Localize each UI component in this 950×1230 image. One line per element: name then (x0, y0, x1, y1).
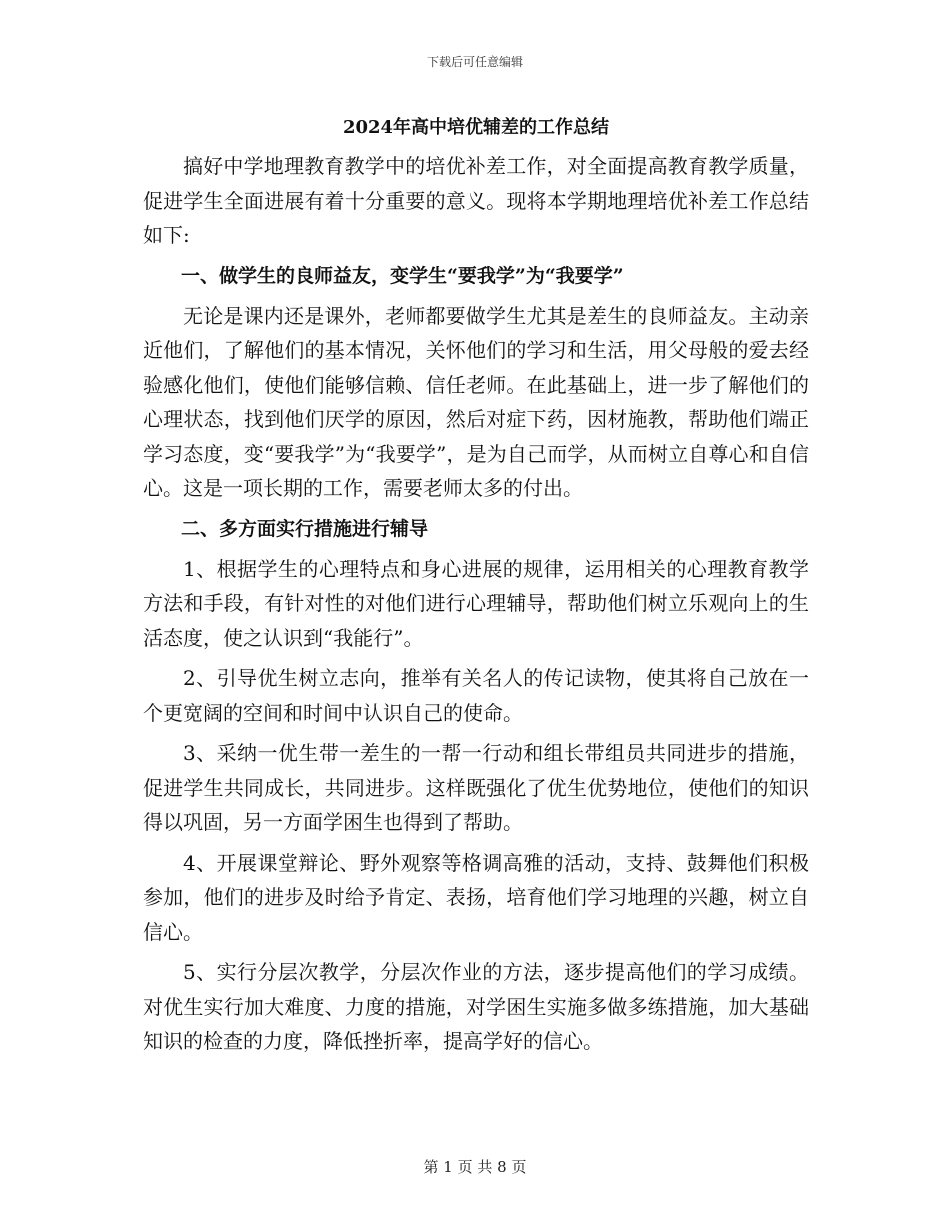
section-2-item-1: 1、根据学生的心理特点和身心进展的规律，运用相关的心理教育教学方法和手段，有针对性的对他们进行心理辅导，帮助他们树立乐观向上的生活态度，使之认识到“我能行”。 (143, 556, 809, 650)
section-2-item-5: 5、实行分层次教学，分层次作业的方法，逐步提高他们的学习成绩。对优生实行加大难度、力度的措施，对学困生实施多做多练措施，加大基础知识的检查的力度，降低挫折率，提高学好的信心。 (143, 960, 809, 1053)
intro-paragraph: 搞好中学地理教育教学中的培优补差工作，对全面提高教育教学质量，促进学生全面进展有着十分重要的意义。现将本学期地理培优补差工作总结如下: (143, 154, 809, 247)
document-title: 2024年高中培优辅差的工作总结 (342, 117, 610, 138)
document-body (143, 113, 809, 1065)
section-2-item-2: 2、引导优生树立志向，推举有关名人的传记读物，使其将自己放在一个更宽阔的空间和时间中认识自己的使命。 (143, 666, 809, 725)
section-1-heading: 一、做学生的良师益友，变学生“要我学”为“我要学” (181, 264, 624, 287)
section-1-paragraph: 无论是课内还是课外，老师都要做学生尤其是差生的良师益友。主动亲近他们，了解他们的基本情况，关怀他们的学习和生活，用父母般的爱去经验感化他们，使他们能够信赖、信任老师。在此基础上，进一步了解他们的心理状态，找到他们厌学的原因，然后对症下药，因材施教，帮助他们端正学习态度，变“要我学”为“我要学”，是为自己而学，从而树立自尊心和自信心。这是一项长期的工作，需要老师太多的付出。 (143, 303, 809, 500)
section-2-item-3: 3、采纳一优生带一差生的一帮一行动和组长带组员共同进步的措施，促进学生共同成长，共同进步。这样既强化了优生优势地位，使他们的知识得以巩固，另一方面学困生也得到了帮助。 (143, 741, 809, 834)
section-2-item-4: 4、开展课堂辩论、野外观察等格调高雅的活动，支持、鼓舞他们积极参加，他们的进步及时给予肯定、表扬，培育他们学习地理的兴趣，树立自信心。 (143, 850, 809, 944)
section-2-heading: 二、多方面实行措施进行辅导 (181, 517, 429, 540)
page-number-footer: 第 1 页 共 8 页 (423, 1158, 527, 1176)
header-note: 下载后可任意编辑 (426, 55, 523, 69)
